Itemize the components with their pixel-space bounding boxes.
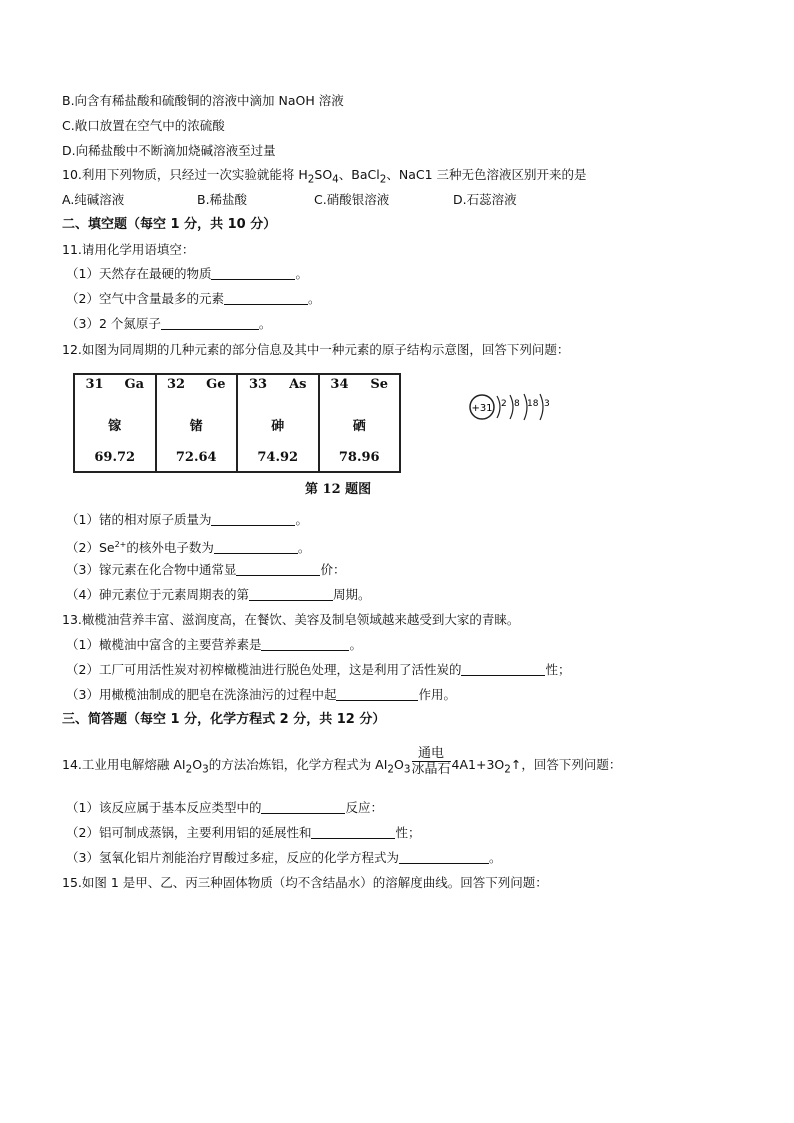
figure-caption: 第 12 题图: [305, 482, 372, 497]
gas-arrow-icon: ↑: [510, 757, 522, 772]
answer-blank[interactable]: [461, 663, 545, 676]
nucleus-charge: +31: [471, 403, 493, 414]
answer-blank[interactable]: [161, 317, 259, 330]
atomic-number: 32: [167, 377, 186, 392]
q14-sub-2: （2）铝可制成蒸锅，主要利用铝的延展性和 性；: [66, 825, 421, 840]
q10-options: [62, 192, 517, 208]
q10-option-c: C.硝酸银溶液: [314, 192, 390, 207]
element-symbol: Ge: [206, 377, 226, 392]
q13-sub-3: （3）用橄榄油制成的肥皂在洗涤油污的过程中起 作用。: [66, 687, 456, 702]
element-name: 硒: [352, 419, 366, 434]
atomic-number: 33: [249, 377, 268, 392]
q11-item-2: （2）空气中含量最多的元素 。: [66, 291, 321, 306]
reaction-condition: [412, 746, 451, 777]
q13-stem: 13.橄榄油营养丰富、滋润度高，在餐饮、美容及制皂领域越来越受到大家的青睐。: [62, 612, 520, 627]
q11-item-3: （3）2 个氮原子 。: [66, 316, 272, 331]
answer-blank[interactable]: [211, 267, 295, 280]
section-2-heading: 二、填空题（每空 1 分，共 10 分）: [62, 217, 277, 232]
q12-sub-2: $(2)Se^{2+}$的核外电子数为 。: [66, 540, 311, 556]
answer-blank[interactable]: [311, 826, 395, 839]
q11-stem: 11.请用化学用语填空：: [62, 242, 195, 257]
answer-blank[interactable]: [261, 801, 345, 814]
atomic-mass: 69.72: [94, 450, 136, 465]
element-symbol: Se: [370, 377, 389, 392]
atomic-number: 34: [330, 377, 349, 392]
electron-shell-arc: [510, 395, 513, 419]
element-name: 镓: [108, 419, 122, 434]
q10-option-d: D.石蕊溶液: [453, 192, 517, 207]
atomic-mass: 72.64: [175, 450, 217, 465]
answer-blank[interactable]: [211, 513, 295, 526]
answer-blank[interactable]: [236, 563, 320, 576]
q14-stem: 14.工业用电解熔融 $AI_2O_3$的方法冶炼铝，化学方程式为 $AI_2O_3$ $\frac{\text{通电}}{\text{冰晶石}}$ $4A1+3O_2↑$，回答下列问题：: [62, 746, 622, 777]
q12-stem: 12.如图为同周期的几种元素的部分信息及其中一种元素的原子结构示意图，回答下列问题：: [62, 342, 570, 357]
element-name: 锗: [189, 419, 203, 434]
element-symbol: Ga: [124, 377, 145, 392]
element-table: [73, 373, 401, 473]
q13-sub-1: （1）橄榄油中富含的主要营养素是 。: [66, 637, 362, 652]
q10-option-b: B.稀盐酸: [197, 192, 248, 207]
q12-sub-4: （4）砷元素位于元素周期表的第 周期。: [66, 587, 371, 602]
q12-sub-3: （3）镓元素在化合物中通常显 价：: [66, 562, 346, 577]
atomic-number: 31: [85, 377, 104, 392]
answer-blank[interactable]: [261, 638, 349, 651]
answer-blank[interactable]: [224, 292, 308, 305]
electron-shell-arc: [497, 396, 500, 418]
element-symbol: As: [289, 377, 307, 392]
shell-electron-count: 18: [527, 399, 539, 409]
q14-sub-3: （3）氢氧化铝片剂能治疗胃酸过多症，反应的化学方程式为 。: [66, 850, 502, 865]
atom-structure-diagram: [466, 390, 556, 426]
element-cell-as: [238, 375, 320, 471]
q12-sub-1: （1）锗的相对原子质量为 。: [66, 512, 308, 527]
element-cell-ga: [75, 375, 157, 471]
condition-bottom: 冰晶石: [411, 762, 451, 777]
answer-blank[interactable]: [249, 588, 333, 601]
q11-item-1: （1）天然存在最硬的物质 。: [66, 266, 308, 281]
electron-shell-arc: [540, 394, 543, 420]
q9-option-b: B.向含有稀盐酸和硫酸铜的溶液中滴加 NaOH 溶液: [62, 93, 344, 108]
element-cell-se: [320, 375, 400, 471]
shell-electron-count: 3: [544, 399, 550, 409]
element-cell-ge: [157, 375, 239, 471]
q9-option-d: D.向稀盐酸中不断滴加烧碱溶液至过量: [62, 143, 276, 158]
section-3-heading: 三、简答题（每空 1 分，化学方程式 2 分，共 12 分）: [62, 712, 386, 727]
answer-blank[interactable]: [336, 688, 418, 701]
q10-option-a: A.纯碱溶液: [62, 192, 125, 207]
atomic-mass: 74.92: [257, 450, 299, 465]
condition-top: 通电: [418, 746, 445, 761]
q13-sub-2: （2）工厂可用活性炭对初榨橄榄油进行脱色处理，这是利用了活性炭的 性；: [66, 662, 571, 677]
q9-option-c: C.敞口放置在空气中的浓硫酸: [62, 118, 225, 133]
answer-blank[interactable]: [214, 541, 298, 554]
element-name: 砷: [271, 419, 285, 434]
answer-blank[interactable]: [399, 851, 489, 864]
shell-electron-count: 8: [514, 399, 520, 409]
q14-sub-1: （1）该反应属于基本反应类型中的 反应：: [66, 800, 383, 815]
atomic-mass: 78.96: [338, 450, 380, 465]
q10-stem: 10.利用下列物质，只经过一次实验就能将 $H_2SO_4$、BaCl$_2$、NaC1 三种无色溶液区别开来的是: [62, 167, 587, 186]
shell-electron-count: 2: [501, 399, 507, 409]
q15-stem: 15.如图 1 是甲、乙、丙三种固体物质（均不含结晶水）的溶解度曲线。回答下列问题：: [62, 875, 548, 890]
